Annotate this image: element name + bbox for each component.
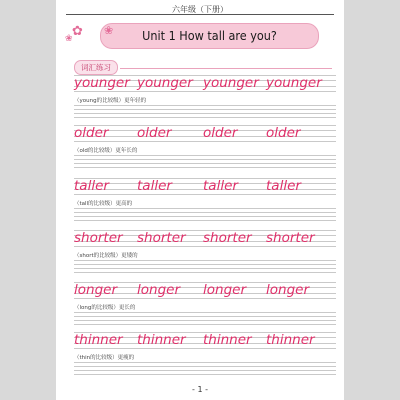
vocab-word: longer xyxy=(74,282,117,298)
unit-title: Unit 1 How tall are you? xyxy=(142,28,277,43)
handwriting-rule xyxy=(74,298,336,299)
section-divider xyxy=(120,68,332,69)
vocab-word: longer xyxy=(266,282,309,298)
vocab-gloss: （long的比较级）更长的 xyxy=(74,305,136,311)
vocab-word: shorter xyxy=(266,230,315,246)
vocab-word: longer xyxy=(137,282,180,298)
vocab-gloss: （young的比较级）更年轻的 xyxy=(74,98,147,104)
vocab-row xyxy=(74,330,336,380)
handwriting-rule xyxy=(74,366,336,367)
handwriting-rule xyxy=(74,91,336,92)
handwriting-rule xyxy=(74,312,336,313)
handwriting-rule xyxy=(74,268,336,269)
handwriting-rule xyxy=(74,113,336,114)
vocab-row xyxy=(74,280,336,330)
vocab-word: taller xyxy=(137,178,172,194)
vocab-word: shorter xyxy=(137,230,186,246)
vocab-gloss: （old的比较级）更年长的 xyxy=(74,148,138,154)
vocab-word: younger xyxy=(266,75,322,91)
handwriting-rule xyxy=(74,105,336,106)
handwriting-rule xyxy=(74,194,336,195)
handwriting-rule xyxy=(74,159,336,160)
flower-icon: ❀ xyxy=(104,24,114,37)
vocab-word: taller xyxy=(203,178,238,194)
handwriting-rule xyxy=(74,370,336,371)
handwriting-rule xyxy=(74,216,336,217)
vocab-word: thinner xyxy=(266,332,315,348)
vocab-word: older xyxy=(203,125,238,141)
vocab-word: younger xyxy=(203,75,259,91)
vocab-row xyxy=(74,176,336,226)
vocab-gloss: （thin的比较级）更瘦的 xyxy=(74,355,135,361)
page-number: - 1 - xyxy=(192,385,208,394)
handwriting-rule xyxy=(74,208,336,209)
worksheet-page xyxy=(56,0,344,400)
handwriting-rule xyxy=(74,212,336,213)
vocab-word: thinner xyxy=(137,332,186,348)
handwriting-rule xyxy=(74,264,336,265)
vocab-word: younger xyxy=(74,75,130,91)
handwriting-rule xyxy=(74,348,336,349)
vocab-word: taller xyxy=(266,178,301,194)
vocab-row xyxy=(74,73,336,123)
grade-label: 六年级（下册） xyxy=(172,5,228,14)
flower-icon: ❀ xyxy=(65,34,73,44)
vocab-row xyxy=(74,228,336,278)
handwriting-rule xyxy=(74,374,336,375)
vocab-row xyxy=(74,123,336,173)
handwriting-rule xyxy=(74,320,336,321)
vocab-word: older xyxy=(137,125,172,141)
handwriting-rule xyxy=(74,220,336,221)
vocab-word: shorter xyxy=(74,230,123,246)
handwriting-rule xyxy=(74,117,336,118)
handwriting-rule xyxy=(74,141,336,142)
handwriting-rule xyxy=(74,109,336,110)
vocab-word: younger xyxy=(137,75,193,91)
handwriting-rule xyxy=(74,362,336,363)
handwriting-rule xyxy=(74,272,336,273)
section-label: 词汇练习 xyxy=(74,60,118,75)
handwriting-rule xyxy=(74,167,336,168)
vocab-gloss: （short的比较级）更矮的 xyxy=(74,253,138,259)
vocab-gloss: （tall的比较级）更高的 xyxy=(74,201,133,207)
handwriting-rule xyxy=(74,155,336,156)
vocab-word: thinner xyxy=(203,332,252,348)
vocab-word: longer xyxy=(203,282,246,298)
vocab-word: shorter xyxy=(203,230,252,246)
handwriting-rule xyxy=(74,246,336,247)
vocab-word: older xyxy=(266,125,301,141)
handwriting-rule xyxy=(74,324,336,325)
vocab-word: older xyxy=(74,125,109,141)
handwriting-rule xyxy=(74,260,336,261)
handwriting-rule xyxy=(74,163,336,164)
flower-icon: ✿ xyxy=(72,24,83,39)
vocab-word: taller xyxy=(74,178,109,194)
vocab-word: thinner xyxy=(74,332,123,348)
unit-title-banner xyxy=(100,23,319,49)
handwriting-rule xyxy=(74,316,336,317)
header-divider xyxy=(66,14,334,15)
